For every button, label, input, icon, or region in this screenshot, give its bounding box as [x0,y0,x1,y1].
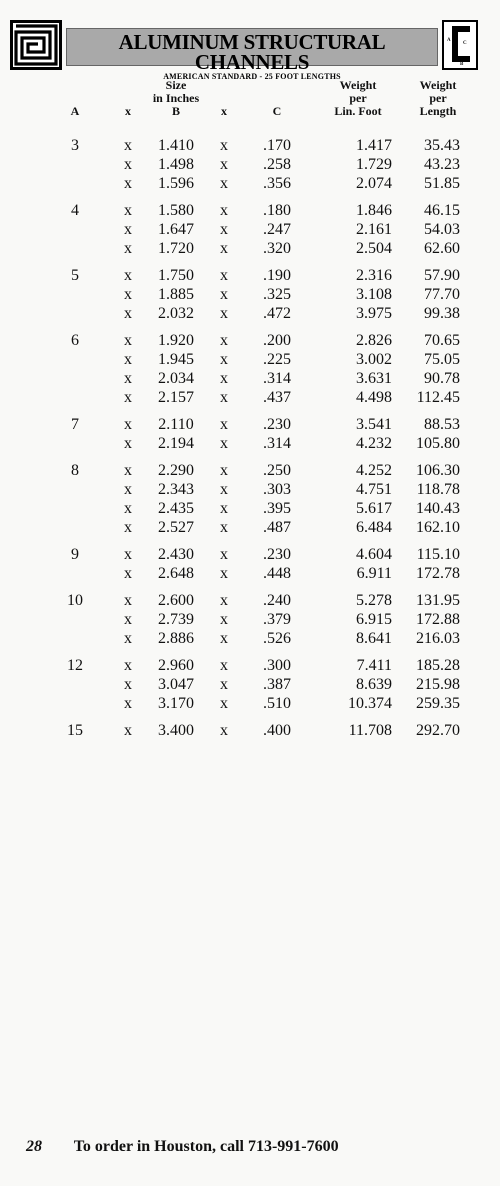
cell-x2: x [220,481,228,498]
cell-weight-per-length: 54.03 [424,221,460,238]
table-row [0,721,500,740]
cell-c: .247 [263,221,291,238]
cell-b: 2.435 [158,500,194,517]
cell-x1: x [124,351,132,368]
cell-weight-per-length: 115.10 [416,546,460,563]
cell-weight-per-length: 162.10 [416,519,460,536]
cell-x1: x [124,137,132,154]
cell-c: .526 [263,630,291,647]
cell-x2: x [220,657,228,674]
cell-b: 1.920 [158,332,194,349]
cell-b: 2.648 [158,565,194,582]
company-logo [10,20,62,70]
cell-a: 8 [71,462,79,479]
table-row [0,675,500,694]
cell-weight-per-foot: 3.975 [356,305,392,322]
cell-weight-per-length: 131.95 [416,592,460,609]
cell-weight-per-foot: 2.826 [356,332,392,349]
table-row [0,266,500,285]
cell-x2: x [220,630,228,647]
page-title: ALUMINUM STRUCTURAL CHANNELS [118,30,386,74]
cell-x1: x [124,546,132,563]
cell-a: 6 [71,332,79,349]
cell-c: .180 [263,202,291,219]
table-row [0,220,500,239]
cell-c: .325 [263,286,291,303]
cell-x1: x [124,240,132,257]
cell-x1: x [124,435,132,452]
cell-weight-per-length: 140.43 [416,500,460,517]
table-row [0,239,500,258]
cell-b: 2.157 [158,389,194,406]
cell-weight-per-foot: 6.915 [356,611,392,628]
cell-weight-per-length: 90.78 [424,370,460,387]
cell-weight-per-foot: 3.002 [356,351,392,368]
cell-x2: x [220,565,228,582]
cell-x1: x [124,630,132,647]
page-number: 28 [26,1138,42,1155]
cell-x1: x [124,592,132,609]
cell-b: 2.110 [158,416,194,433]
cell-b: 2.600 [158,592,194,609]
cell-x1: x [124,332,132,349]
cell-x2: x [220,221,228,238]
cell-c: .230 [263,416,291,433]
cell-weight-per-foot: 5.617 [356,500,392,517]
page-header [10,20,492,81]
cell-b: 2.290 [158,462,194,479]
table-row [0,155,500,174]
cell-c: .190 [263,267,291,284]
cell-b: 1.750 [158,267,194,284]
cell-weight-per-length: 35.43 [424,137,460,154]
cell-c: .472 [263,305,291,322]
cell-x2: x [220,695,228,712]
size-group [0,136,500,193]
table-row [0,545,500,564]
size-group [0,201,500,258]
cell-b: 2.034 [158,370,194,387]
cell-c: .303 [263,481,291,498]
size-group [0,461,500,537]
cell-a: 3 [71,137,79,154]
size-group [0,656,500,713]
cell-c: .400 [263,722,291,739]
cell-x1: x [124,156,132,173]
cell-weight-per-length: 99.38 [424,305,460,322]
cell-x2: x [220,592,228,609]
cell-c: .225 [263,351,291,368]
cell-a: 10 [67,592,83,609]
cell-c: .448 [263,565,291,582]
cell-b: 3.400 [158,722,194,739]
table-row [0,415,500,434]
order-phone-text: To order in Houston, call 713-991-7600 [73,1138,339,1155]
page-footer [26,1138,339,1156]
cell-weight-per-length: 172.88 [416,611,460,628]
cell-c: .437 [263,389,291,406]
cell-weight-per-foot: 7.411 [356,657,392,674]
cell-b: 1.596 [158,175,194,192]
cell-b: 1.945 [158,351,194,368]
diagram-label-c: C [463,41,467,46]
cell-weight-per-length: 46.15 [424,202,460,219]
column-header-weight-per-length: Weight per Length [419,78,457,118]
cell-b: 2.430 [158,546,194,563]
table-row [0,629,500,648]
cell-weight-per-foot: 8.641 [356,630,392,647]
cell-weight-per-length: 51.85 [424,175,460,192]
cell-x2: x [220,305,228,322]
table-row [0,285,500,304]
cell-c: .170 [263,137,291,154]
cell-x2: x [220,435,228,452]
cell-weight-per-length: 292.70 [416,722,460,739]
cell-b: 2.739 [158,611,194,628]
cell-weight-per-length: 185.28 [416,657,460,674]
cell-weight-per-length: 77.70 [424,286,460,303]
size-group [0,591,500,648]
cell-weight-per-foot: 4.252 [356,462,392,479]
cell-b: 2.960 [158,657,194,674]
cell-c: .200 [263,332,291,349]
cell-b: 1.410 [158,137,194,154]
cell-weight-per-length: 105.80 [416,435,460,452]
cell-weight-per-length: 106.30 [416,462,460,479]
cell-x2: x [220,175,228,192]
table-row [0,174,500,193]
title-banner [66,28,438,81]
cell-weight-per-foot: 6.911 [356,565,392,582]
cell-x1: x [124,370,132,387]
cell-x1: x [124,695,132,712]
cell-x1: x [124,611,132,628]
cell-weight-per-foot: 3.541 [356,416,392,433]
table-row [0,610,500,629]
cell-b: 2.343 [158,481,194,498]
cell-x2: x [220,156,228,173]
cell-c: .300 [263,657,291,674]
cell-c: .250 [263,462,291,479]
cell-x1: x [124,462,132,479]
cell-x2: x [220,137,228,154]
cell-c: .379 [263,611,291,628]
table-row [0,201,500,220]
table-row [0,350,500,369]
table-row [0,369,500,388]
cell-weight-per-foot: 3.108 [356,286,392,303]
cell-c: .240 [263,592,291,609]
cell-c: .314 [263,435,291,452]
cell-weight-per-foot: 8.639 [356,676,392,693]
cell-weight-per-length: 112.45 [416,389,460,406]
cell-weight-per-foot: 3.631 [356,370,392,387]
cell-x1: x [124,565,132,582]
cell-x2: x [220,389,228,406]
cell-b: 2.527 [158,519,194,536]
table-row [0,518,500,537]
size-group [0,331,500,407]
cell-x1: x [124,267,132,284]
cell-x1: x [124,657,132,674]
table-row [0,656,500,675]
cell-c: .387 [263,676,291,693]
cell-c: .356 [263,175,291,192]
cell-b: 3.047 [158,676,194,693]
cell-weight-per-length: 88.53 [424,416,460,433]
size-group [0,415,500,453]
table-row [0,331,500,350]
cell-a: 12 [67,657,83,674]
column-header-x2: x [221,104,227,118]
cell-b: 3.170 [158,695,194,712]
cell-weight-per-foot: 11.708 [348,722,392,739]
cell-weight-per-length: 70.65 [424,332,460,349]
column-header-size: Size in Inches [152,78,200,105]
cell-x2: x [220,462,228,479]
cell-x1: x [124,416,132,433]
cell-x1: x [124,481,132,498]
channel-table [0,136,500,748]
cell-c: .487 [263,519,291,536]
diagram-label-b: B [460,62,464,67]
table-row [0,304,500,323]
cell-b: 1.498 [158,156,194,173]
cell-weight-per-foot: 10.374 [348,695,392,712]
cell-b: 1.885 [158,286,194,303]
table-row [0,434,500,453]
cell-x1: x [124,175,132,192]
cell-weight-per-length: 62.60 [424,240,460,257]
table-row [0,694,500,713]
cell-x2: x [220,370,228,387]
table-row [0,480,500,499]
cell-weight-per-foot: 2.161 [356,221,392,238]
table-row [0,564,500,583]
cell-weight-per-foot: 2.504 [356,240,392,257]
cell-x2: x [220,416,228,433]
cell-x2: x [220,240,228,257]
cell-x1: x [124,202,132,219]
table-row [0,499,500,518]
column-header-weight-per-foot: Weight per Lin. Foot [334,78,382,118]
cell-a: 7 [71,416,79,433]
cell-x1: x [124,722,132,739]
cell-x2: x [220,546,228,563]
cell-a: 5 [71,267,79,284]
cell-x2: x [220,286,228,303]
column-header-c: C [272,104,282,118]
cell-weight-per-foot: 2.074 [356,175,392,192]
cell-weight-per-foot: 4.232 [356,435,392,452]
cell-b: 2.032 [158,305,194,322]
cell-x1: x [124,305,132,322]
column-header-a: A [70,104,80,118]
cell-x2: x [220,202,228,219]
table-row [0,136,500,155]
cell-x2: x [220,332,228,349]
cell-a: 15 [67,722,83,739]
table-row [0,461,500,480]
cell-b: 1.580 [158,202,194,219]
cell-x2: x [220,351,228,368]
cell-b: 2.886 [158,630,194,647]
size-group [0,721,500,740]
cell-x2: x [220,519,228,536]
cell-weight-per-length: 215.98 [416,676,460,693]
page-subtitle: AMERICAN STANDARD - 25 FOOT LENGTHS [163,72,341,81]
cell-x2: x [220,676,228,693]
column-header-b: B [171,104,180,118]
cell-x2: x [220,722,228,739]
cell-x1: x [124,500,132,517]
cell-x1: x [124,221,132,238]
cell-x2: x [220,611,228,628]
cell-a: 4 [71,202,79,219]
cell-b: 1.720 [158,240,194,257]
cell-weight-per-foot: 1.417 [356,137,392,154]
table-row [0,591,500,610]
cell-weight-per-length: 75.05 [424,351,460,368]
cell-c: .230 [263,546,291,563]
cell-weight-per-length: 172.78 [416,565,460,582]
cell-b: 1.647 [158,221,194,238]
channel-diagram-icon [442,20,478,70]
cell-x1: x [124,389,132,406]
cell-weight-per-foot: 6.484 [356,519,392,536]
cell-b: 2.194 [158,435,194,452]
cell-x1: x [124,676,132,693]
cell-c: .320 [263,240,291,257]
cell-weight-per-foot: 4.751 [356,481,392,498]
cell-x1: x [124,519,132,536]
cell-weight-per-foot: 5.278 [356,592,392,609]
cell-x2: x [220,500,228,517]
cell-weight-per-length: 216.03 [416,630,460,647]
cell-x1: x [124,286,132,303]
table-row [0,388,500,407]
cell-x2: x [220,267,228,284]
cell-a: 9 [71,546,79,563]
cell-weight-per-foot: 2.316 [356,267,392,284]
cell-c: .395 [263,500,291,517]
cell-c: .314 [263,370,291,387]
cell-weight-per-length: 43.23 [424,156,460,173]
cell-weight-per-length: 118.78 [416,481,460,498]
cell-c: .510 [263,695,291,712]
cell-weight-per-foot: 1.846 [356,202,392,219]
cell-weight-per-foot: 4.604 [356,546,392,563]
size-group [0,545,500,583]
cell-weight-per-foot: 4.498 [356,389,392,406]
column-header-x1: x [125,104,131,118]
cell-weight-per-length: 57.90 [424,267,460,284]
cell-weight-per-foot: 1.729 [356,156,392,173]
diagram-label-a: A [447,38,451,43]
cell-weight-per-length: 259.35 [416,695,460,712]
size-group [0,266,500,323]
cell-c: .258 [263,156,291,173]
